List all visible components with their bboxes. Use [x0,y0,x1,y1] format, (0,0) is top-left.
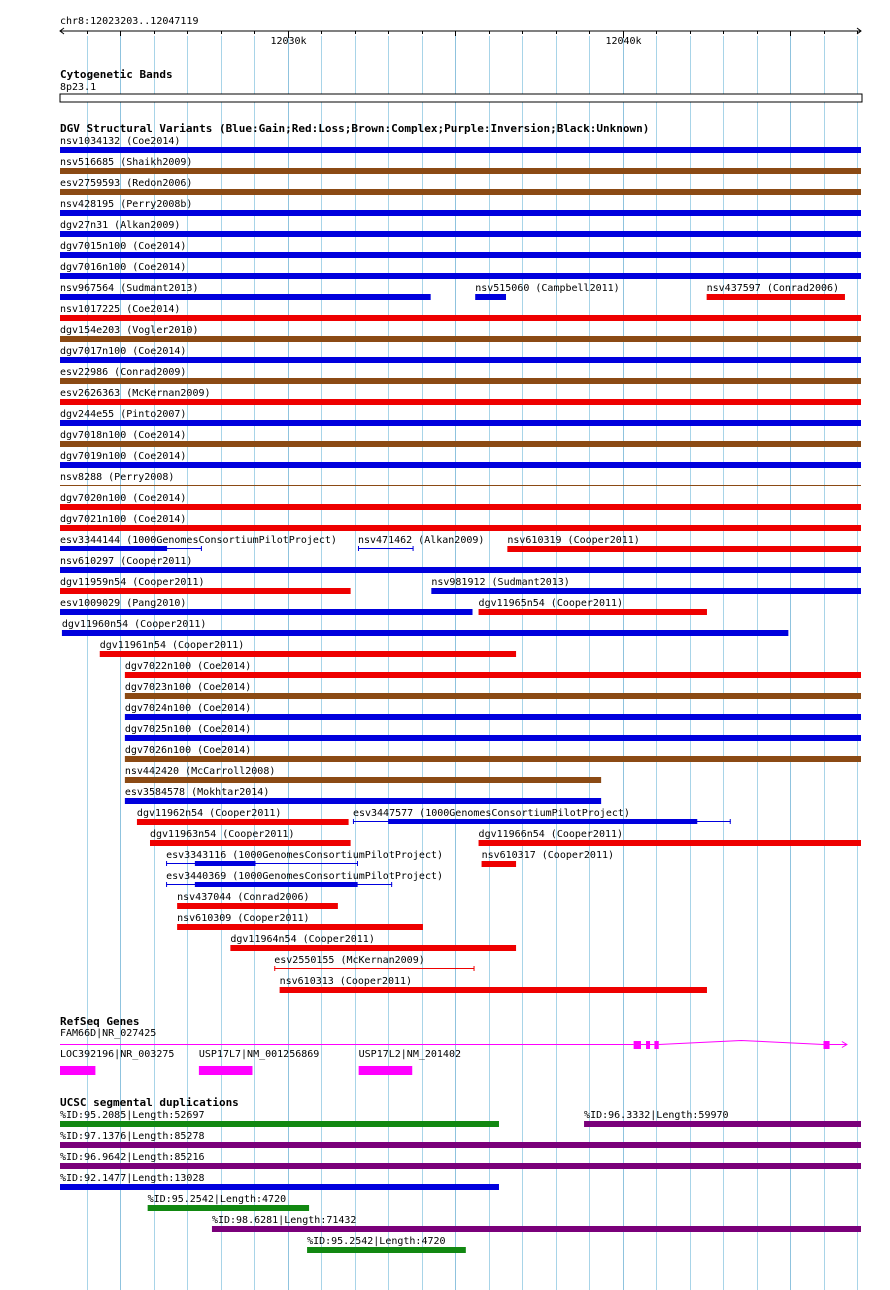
segdup-bar [212,1226,861,1232]
sv-bar [125,798,601,804]
segdup-label: %ID:92.1477|Length:13028 [60,1173,205,1184]
ruler-ticks [88,31,858,47]
sv-label: dgv11965n54 (Cooper2011) [478,598,624,609]
gene-loc392196[interactable] [60,1049,174,1075]
sv-feature-nsv471462[interactable] [358,535,484,551]
segdup-track [60,1096,861,1253]
sv-bar [60,525,861,531]
sv-bar [60,378,861,384]
sv-bar [60,485,861,486]
sv-bar [230,945,516,951]
sv-feature-dgv11963n54[interactable] [150,829,351,846]
cytoband-track-title: Cytogenetic Bands [60,68,173,81]
sv-feature-nsv610309[interactable] [177,913,423,930]
sv-label: nsv981912 (Sudmant2013) [431,577,570,588]
sv-label: esv2626363 (McKernan2009) [60,388,211,399]
sv-block [388,819,697,824]
sv-label: dgv154e203 (Vogler2010) [60,325,199,336]
gene-fam66d[interactable] [60,1028,847,1049]
gene-exon [199,1066,253,1075]
sv-bar [125,777,601,783]
gene-exon [359,1066,413,1075]
sv-bar [125,693,861,699]
sv-label: dgv11962n54 (Cooper2011) [136,808,282,819]
gene-label: USP17L7|NM_001256869 [198,1049,320,1060]
sv-feature-esv2626363[interactable] [60,388,861,405]
ruler-tick-label: 12040k [605,36,642,47]
sv-bar [60,609,473,615]
sv-feature-nsv967564[interactable] [60,283,431,300]
sv-bar [100,651,516,657]
ruler-tick-label: 12030k [270,36,307,47]
sv-label: nsv1034132 (Coe2014) [60,136,181,147]
sv-block [60,546,167,551]
sv-feature-nsv610319[interactable] [507,535,861,552]
sv-bar [125,672,861,678]
segdup-feature[interactable] [212,1215,861,1232]
sv-label: dgv11966n54 (Cooper2011) [478,829,624,840]
sv-feature-esv2759593[interactable] [60,178,861,195]
cytoband-label: 8p23.1 [60,82,97,93]
sv-feature-dgv7018n100[interactable] [60,430,861,447]
sv-bar [60,336,861,342]
sv-label: dgv7017n100 (Coe2014) [60,346,187,357]
sv-bar [125,735,861,741]
sv-bar [60,441,861,447]
sv-label: dgv7020n100 (Coe2014) [60,493,187,504]
sv-bar [60,189,861,195]
sv-bar [60,357,861,363]
segdup-feature[interactable] [60,1110,499,1127]
sv-label: dgv11963n54 (Cooper2011) [149,829,295,840]
sv-label: dgv7019n100 (Coe2014) [60,451,187,462]
sv-bar [62,630,788,636]
gene-exon [634,1041,641,1049]
sv-feature-dgv11965n54[interactable] [479,598,707,615]
sv-feature-dgv7024n100[interactable] [125,703,861,720]
sv-feature-esv3343116[interactable] [166,850,443,866]
refseq-track-title: RefSeq Genes [60,1015,140,1028]
sv-feature-nsv437044[interactable] [177,892,338,909]
sv-feature-esv3440369[interactable] [166,871,443,887]
sv-feature-nsv610317[interactable] [482,850,614,867]
sv-bar [125,756,861,762]
sv-label: esv2550155 (McKernan2009) [274,955,425,966]
gene-usp17l2[interactable] [359,1049,461,1075]
sv-bar [479,840,861,846]
sv-label: esv3344144 (1000GenomesConsortiumPilotProject) [60,535,337,546]
sv-block [195,882,358,887]
sv-feature-nsv610313[interactable] [280,976,707,993]
segdup-bar [584,1121,861,1127]
sv-feature-dgv7023n100[interactable] [125,682,861,699]
sv-block [195,861,256,866]
sv-bar [60,588,351,594]
sv-feature-esv3584578[interactable] [125,787,601,804]
sv-bar [707,294,845,300]
sv-label: nsv610309 (Cooper2011) [177,913,310,924]
segdup-bar [148,1205,309,1211]
sv-bar [150,840,351,846]
gene-label: FAM66D|NR_027425 [60,1028,157,1039]
sv-feature-nsv442420[interactable] [125,766,601,783]
sv-bar [125,714,861,720]
sv-feature-dgv27n31[interactable] [60,220,861,237]
sv-bar [475,294,506,300]
sv-feature-nsv981912[interactable] [431,577,861,594]
sv-label: nsv967564 (Sudmant2013) [60,283,199,294]
sv-bar [280,987,707,993]
segdup-label: %ID:97.1376|Length:85278 [60,1131,205,1142]
sv-label: dgv11960n54 (Cooper2011) [61,619,207,630]
sv-label: dgv7018n100 (Coe2014) [60,430,187,441]
sv-bar [60,420,861,426]
sv-feature-esv1009029[interactable] [60,598,473,615]
segdup-label: %ID:96.9642|Length:85216 [60,1152,205,1163]
sv-feature-esv3447577[interactable] [353,808,731,824]
segdup-bar [60,1121,499,1127]
sv-feature-nsv516685[interactable] [60,157,861,174]
gene-intron-line [60,1041,847,1048]
sv-bar [431,588,861,594]
gene-exon [60,1066,95,1075]
sv-label: dgv7023n100 (Coe2014) [124,682,252,693]
sv-feature-dgv244e55[interactable] [60,409,861,426]
sv-label: dgv7021n100 (Coe2014) [60,514,187,525]
sv-bar [60,231,861,237]
sv-label: dgv244e55 (Pinto2007) [60,409,187,420]
cytoband-track [60,68,862,102]
sv-bar [507,546,861,552]
segdup-feature[interactable] [307,1236,466,1253]
sv-label: esv22986 (Conrad2009) [60,367,187,378]
sv-bar [60,147,861,153]
sv-label: esv3440369 (1000GenomesConsortiumPilotProject) [166,871,444,882]
segdup-bar [307,1247,466,1253]
cytoband-bar[interactable] [60,94,862,102]
segdup-track-title: UCSC segmental duplications [60,1096,239,1109]
sv-label: dgv11961n54 (Cooper2011) [99,640,245,651]
sv-label: nsv516685 (Shaikh2009) [60,157,193,168]
gene-exon [824,1041,830,1049]
sv-bar [60,315,861,321]
sv-feature-dgv11960n54[interactable] [62,619,788,636]
sv-label: dgv7015n100 (Coe2014) [60,241,187,252]
sv-label: nsv437597 (Conrad2006) [706,283,840,294]
sv-feature-nsv8288[interactable] [60,472,861,486]
sv-label: dgv7026n100 (Coe2014) [124,745,252,756]
sv-bar [60,168,861,174]
segdup-label: %ID:98.6281|Length:71432 [211,1215,357,1226]
dgv-track-title: DGV Structural Variants (Blue:Gain;Red:Loss;Brown:Complex;Purple:Inversion;Black:Unknown) [60,122,650,135]
sv-feature-dgv7022n100[interactable] [125,661,861,678]
segdup-bar [60,1142,861,1148]
sv-bar [60,399,861,405]
sv-feature-nsv428195[interactable] [60,199,861,216]
sv-label: dgv11964n54 (Cooper2011) [230,934,375,945]
sv-label: dgv7024n100 (Coe2014) [124,703,252,714]
segdup-bar [60,1184,499,1190]
sv-label: esv1009029 (Pang2010) [60,598,187,609]
sv-label: nsv471462 (Alkan2009) [357,535,485,546]
segdup-feature[interactable] [60,1173,499,1190]
sv-feature-dgv11964n54[interactable] [230,934,516,951]
sv-label: esv3343116 (1000GenomesConsortiumPilotProject) [166,850,444,861]
sv-bar [60,294,431,300]
segdup-label: %ID:95.2542|Length:4720 [307,1236,446,1247]
segdup-feature[interactable] [148,1194,309,1211]
segdup-feature[interactable] [60,1131,861,1148]
sv-feature-dgv7026n100[interactable] [125,745,861,762]
sv-feature-dgv11966n54[interactable] [479,829,861,846]
sv-label: esv3447577 (1000GenomesConsortiumPilotProject) [352,808,630,819]
sv-feature-dgv11959n54[interactable] [60,577,351,594]
ruler-track [60,16,861,47]
sv-bar [60,273,861,279]
sv-label: nsv515060 (Campbell2011) [475,283,620,294]
sv-label: dgv27n31 (Alkan2009) [60,220,181,231]
segdup-label: %ID:95.2085|Length:52697 [60,1110,205,1121]
segdup-label: %ID:95.2542|Length:4720 [147,1194,287,1205]
sv-feature-esv22986[interactable] [60,367,861,384]
sv-feature-nsv515060[interactable] [475,283,620,300]
locus-label: chr8:12023203..12047119 [60,16,199,27]
sv-feature-dgv7017n100[interactable] [60,346,861,363]
sv-feature-esv3344144[interactable] [60,535,337,551]
sv-label: nsv1017225 (Coe2014) [60,304,181,315]
sv-feature-dgv7020n100[interactable] [60,493,861,510]
sv-bar [177,903,338,909]
sv-label: esv2759593 (Redon2006) [60,178,193,189]
sv-label: dgv7025n100 (Coe2014) [124,724,252,735]
sv-bar [137,819,349,825]
segdup-bar [60,1163,861,1169]
sv-feature-dgv7021n100[interactable] [60,514,861,531]
sv-label: nsv610313 (Cooper2011) [279,976,413,987]
sv-feature-dgv154e203[interactable] [60,325,861,342]
gene-exon [646,1041,650,1049]
sv-feature-nsv1034132[interactable] [60,136,861,153]
sv-label: dgv7016n100 (Coe2014) [60,262,187,273]
sv-bar [60,504,861,510]
sv-feature-nsv437597[interactable] [707,283,845,300]
gene-exon [654,1041,658,1049]
gene-label: USP17L2|NM_201402 [358,1049,462,1060]
sv-bar [60,210,861,216]
sv-bar [60,462,861,468]
segdup-feature[interactable] [584,1110,861,1127]
sv-label: nsv442420 (McCarroll2008) [124,766,276,777]
sv-label: dgv11959n54 (Cooper2011) [60,577,205,588]
sv-label: nsv610317 (Cooper2011) [481,850,615,861]
sv-feature-nsv610297[interactable] [60,556,861,573]
gene-label: LOC392196|NR_003275 [60,1049,175,1060]
dgv-track [60,122,861,993]
sv-label: nsv437044 (Conrad2006) [177,892,310,903]
segdup-label: %ID:96.3332|Length:59970 [584,1110,729,1121]
sv-feature-nsv1017225[interactable] [60,304,861,321]
sv-label: nsv8288 (Perry2008) [60,472,175,483]
sv-feature-dgv11961n54[interactable] [100,640,516,657]
segdup-feature[interactable] [60,1152,861,1169]
sv-label: esv3584578 (Mokhtar2014) [124,787,270,798]
sv-bar [177,924,423,930]
sv-feature-dgv7025n100[interactable] [125,724,861,741]
sv-feature-dgv7016n100[interactable] [60,262,861,279]
sv-feature-dgv7019n100[interactable] [60,451,861,468]
refseq-track [60,1015,847,1075]
sv-label: nsv610297 (Cooper2011) [60,556,193,567]
sv-bar [482,861,516,867]
sv-feature-esv2550155[interactable] [274,955,474,971]
sv-label: dgv7022n100 (Coe2014) [124,661,252,672]
sv-feature-dgv11962n54[interactable] [137,808,349,825]
sv-label: nsv610319 (Cooper2011) [507,535,640,546]
sv-label: nsv428195 (Perry2008b) [60,199,193,210]
gene-usp17l7[interactable] [199,1049,319,1075]
sv-bar [479,609,707,615]
sv-bar [60,252,861,258]
sv-feature-dgv7015n100[interactable] [60,241,861,258]
sv-bar [60,567,861,573]
